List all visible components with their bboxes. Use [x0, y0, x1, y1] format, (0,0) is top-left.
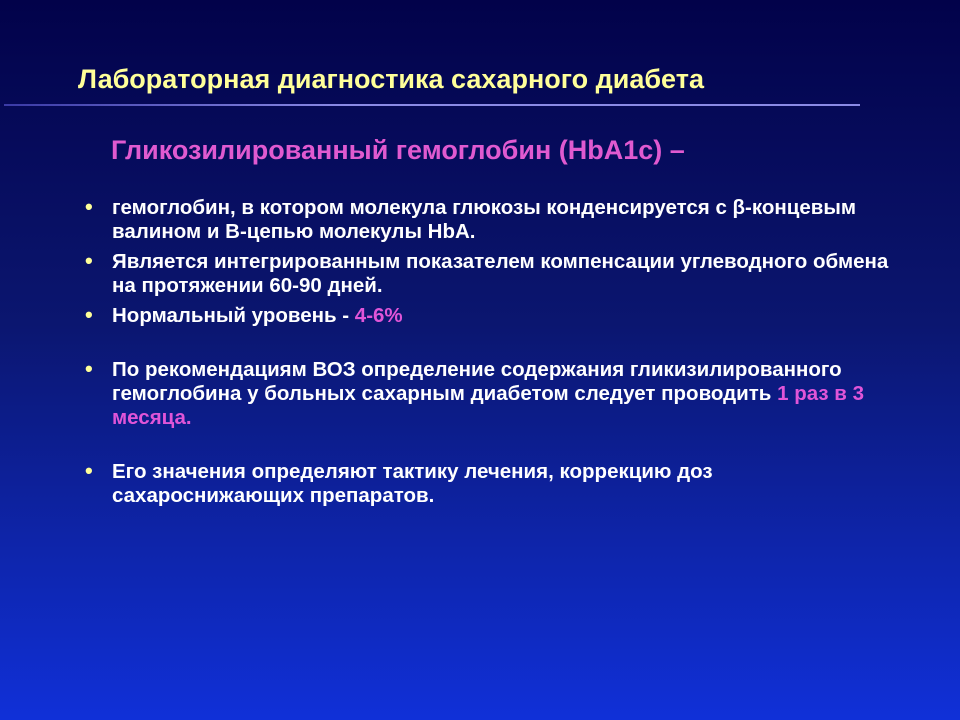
bullet-icon: •: [85, 302, 93, 327]
bullet-item-normal-level: [0, 304, 960, 328]
bullet-text: Является интегрированным показателем компенсации углеводного обмена на протяжении 60-90 дней.: [112, 250, 889, 297]
bullet-item-integrated-indicator: [0, 250, 960, 298]
bullet-highlight-value: 4-6%: [354, 304, 403, 327]
bullet-highlight-frequency: 1 раз в 3 месяца.: [112, 382, 864, 429]
bullet-text: Его значения определяют тактику лечения, коррекцию доз сахароснижающих препаратов.: [112, 460, 713, 507]
slide-title: Лабораторная диагностика сахарного диабета: [78, 64, 704, 94]
bullet-item-who-recommendation: [0, 358, 960, 430]
title-divider: [4, 104, 860, 106]
bullet-list: [0, 196, 960, 508]
bullet-text: гемоглобин, в котором молекула глюкозы конденсируется с β-концевым валином и В-цепью молекулы HbA.: [112, 196, 857, 243]
bullet-text: Нормальный уровень -: [112, 304, 355, 327]
bullet-item-definition: [0, 196, 960, 244]
bullet-item-treatment-tactics: [0, 460, 960, 508]
bullet-text: По рекомендациям ВОЗ определение содержания гликизилированного гемоглобина у больных сахарным диабетом следует проводить: [112, 358, 842, 405]
slide-subtitle: Гликозилированный гемоглобин (HbA1c) –: [111, 135, 685, 165]
bullet-icon: •: [85, 194, 93, 219]
bullet-icon: •: [85, 356, 93, 381]
bullet-icon: •: [85, 248, 93, 273]
bullet-icon: •: [85, 458, 93, 483]
